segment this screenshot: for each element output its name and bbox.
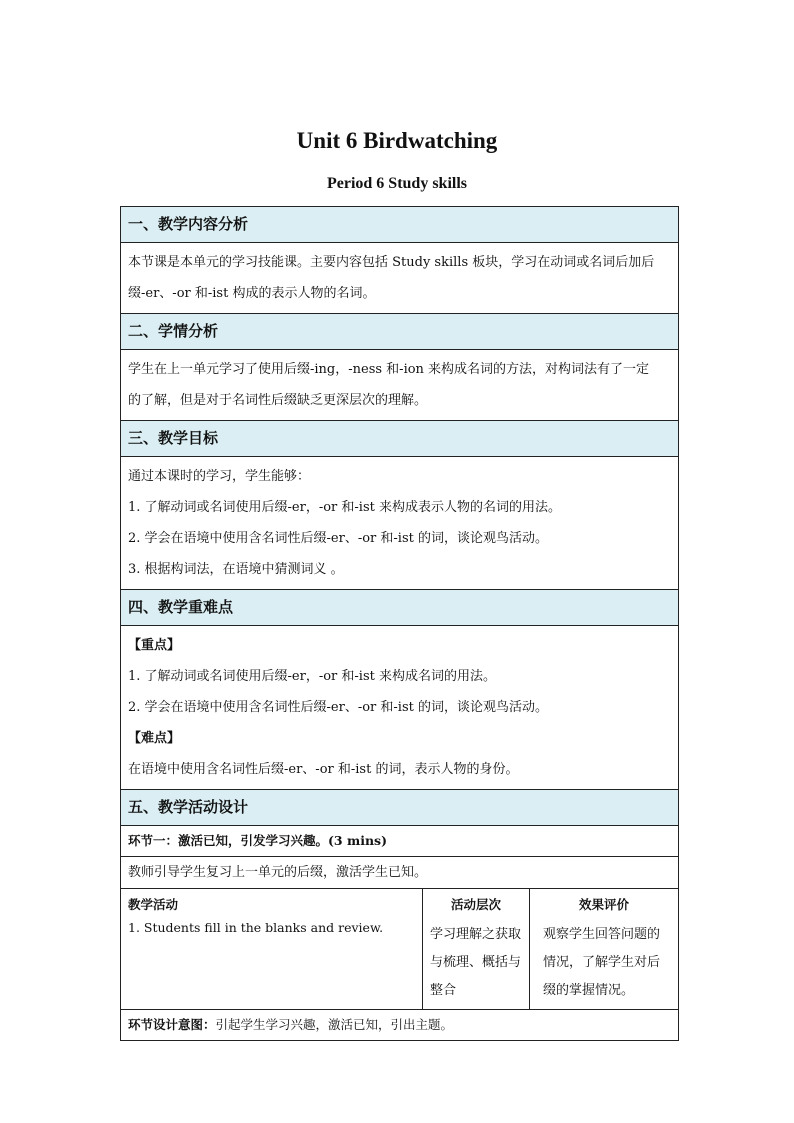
objective-item: 1. 了解动词或名词使用后缀-er，-or 和-ist 来构成表示人物的名词的用法。 bbox=[128, 500, 561, 515]
section-heading-key-points: 四、教学重难点 bbox=[121, 590, 679, 626]
text-line: 本节课是本单元的学习技能课。主要内容包括 Study skills 板块，学习在动词或名词后加后 bbox=[128, 255, 655, 270]
stage-title-row bbox=[121, 826, 679, 857]
difficulty-label: 【难点】 bbox=[128, 731, 181, 746]
level-cell bbox=[423, 889, 530, 1010]
objective-item: 2. 学会在语境中使用含名词性后缀-er、-or 和-ist 的词，谈论观鸟活动。 bbox=[128, 531, 548, 546]
section-heading-learner-analysis: 二、学情分析 bbox=[121, 314, 679, 350]
section-heading-row bbox=[121, 421, 679, 457]
stage-desc-row bbox=[121, 857, 679, 889]
section-heading-row bbox=[121, 790, 679, 826]
column-header-evaluation: 效果评价 bbox=[579, 897, 630, 912]
design-intent-row bbox=[121, 1010, 679, 1041]
text-line: 学生在上一单元学习了使用后缀-ing，-ness 和-ion 来构成名词的方法，对构词法有了一定 bbox=[128, 362, 650, 377]
column-header-activity: 教学活动 bbox=[128, 897, 179, 912]
lesson-plan-table bbox=[120, 206, 679, 1041]
document-subtitle: Period 6 Study skills bbox=[326, 175, 468, 192]
section-heading-row bbox=[121, 590, 679, 626]
objectives-intro: 通过本课时的学习，学生能够： bbox=[128, 469, 311, 484]
evaluation-cell bbox=[530, 889, 679, 1010]
evaluation-text: 观察学生回答问题的情况，了解学生对后缀的掌握情况。 bbox=[543, 927, 661, 998]
section-body-row bbox=[121, 350, 679, 421]
section-heading-objectives: 三、教学目标 bbox=[121, 421, 679, 457]
section-body-row bbox=[121, 457, 679, 590]
section-heading-row bbox=[121, 314, 679, 350]
text-line: 的了解，但是对于名词性后缀缺乏更深层次的理解。 bbox=[128, 393, 428, 408]
key-point-item: 1. 了解动词或名词使用后缀-er，-or 和-ist 来构成名词的用法。 bbox=[128, 669, 496, 684]
objectives-body bbox=[121, 457, 679, 590]
section-body-row bbox=[121, 243, 679, 314]
key-points-body bbox=[121, 626, 679, 790]
section-heading-content-analysis: 一、教学内容分析 bbox=[121, 207, 679, 243]
design-intent bbox=[121, 1010, 679, 1041]
text-line: 缀-er、-or 和-ist 构成的表示人物的名词。 bbox=[128, 286, 376, 301]
key-points-label: 【重点】 bbox=[128, 638, 181, 653]
section-heading-row bbox=[121, 207, 679, 243]
level-text: 学习理解之获取与梳理、概括与整合 bbox=[430, 927, 522, 998]
learner-analysis-body bbox=[121, 350, 679, 421]
stage-title: 环节一：激活已知，引发学习兴趣。(3 mins) bbox=[121, 826, 679, 857]
activity-cell bbox=[121, 889, 423, 1010]
key-point-item: 2. 学会在语境中使用含名词性后缀-er、-or 和-ist 的词，谈论观鸟活动。 bbox=[128, 700, 548, 715]
section-heading-activity-design: 五、教学活动设计 bbox=[121, 790, 679, 826]
difficulty-item: 在语境中使用含名词性后缀-er、-or 和-ist 的词，表示人物的身份。 bbox=[128, 762, 519, 777]
objective-item: 3. 根据构词法，在语境中猜测词义 。 bbox=[128, 562, 344, 577]
stage-description: 教师引导学生复习上一单元的后缀，激活学生已知。 bbox=[121, 857, 679, 889]
section-body-row bbox=[121, 626, 679, 790]
content-analysis-body bbox=[121, 243, 679, 314]
column-header-level: 活动层次 bbox=[450, 897, 501, 912]
activity-item: 1. Students fill in the blanks and review. bbox=[128, 920, 384, 935]
design-intent-label: 环节设计意图： bbox=[128, 1017, 216, 1032]
design-intent-text: 引起学生学习兴趣，激活已知，引出主题。 bbox=[215, 1017, 454, 1032]
document-title: Unit 6 Birdwatching bbox=[296, 128, 498, 153]
activity-row bbox=[121, 889, 679, 1010]
